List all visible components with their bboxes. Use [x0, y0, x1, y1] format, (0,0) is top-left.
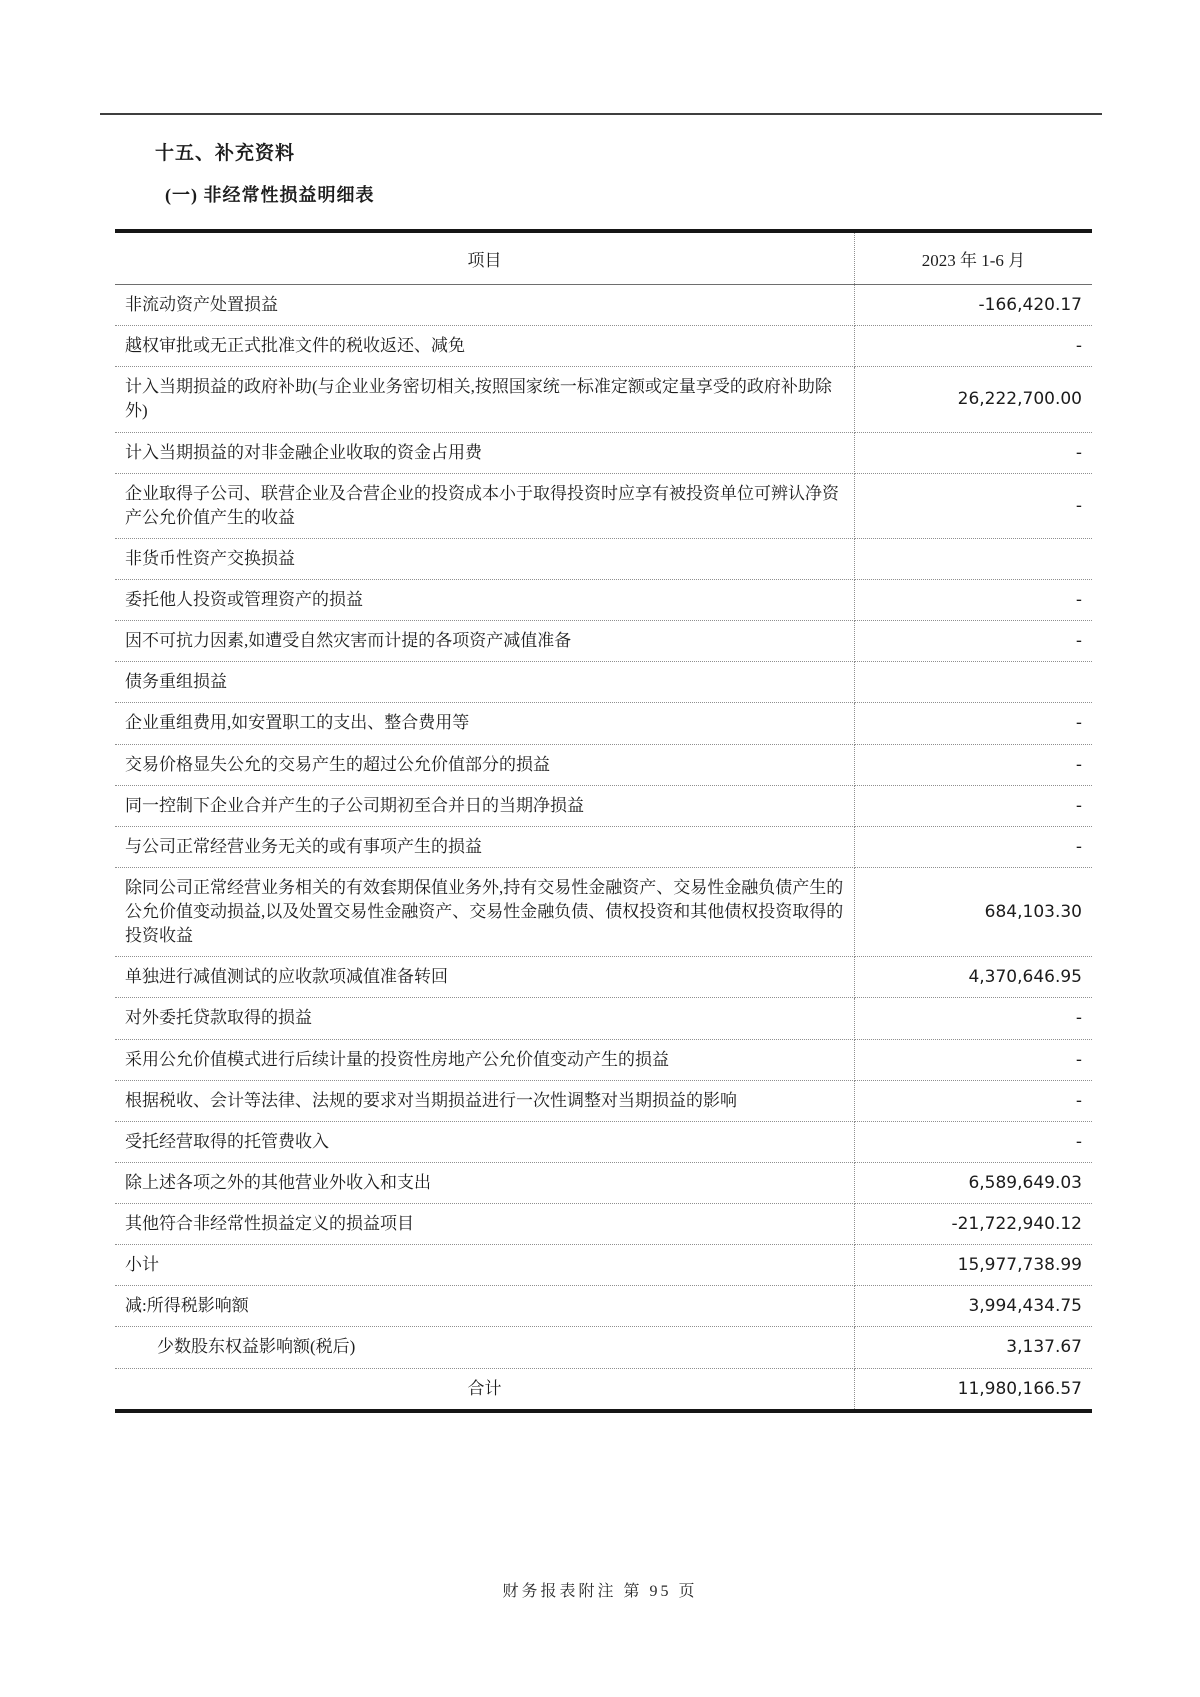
table-row — [115, 285, 1092, 326]
row-value: - — [854, 1080, 1092, 1121]
row-item-label: 合计 — [115, 1368, 854, 1411]
row-value — [854, 538, 1092, 579]
table-row — [115, 1080, 1092, 1121]
row-value: 11,980,166.57 — [957, 1378, 1082, 1399]
row-item-label: 企业取得子公司、联营企业及合营企业的投资成本小于取得投资时应享有被投资单位可辨认净资产公允价值产生的收益 — [115, 473, 854, 538]
table-title: (一) 非经常性损益明细表 — [165, 185, 375, 205]
row-value: - — [854, 432, 1092, 473]
row-item-label: 非货币性资产交换损益 — [115, 538, 854, 579]
table-row — [115, 662, 1092, 703]
row-item-label: 委托他人投资或管理资产的损益 — [115, 580, 854, 621]
table-row — [115, 432, 1092, 473]
table-row — [115, 367, 1092, 432]
table-row — [115, 1368, 1092, 1411]
row-item-label: 减:所得税影响额 — [115, 1286, 854, 1327]
row-item-label: 同一控制下企业合并产生的子公司期初至合并日的当期净损益 — [115, 785, 854, 826]
table-row — [115, 998, 1092, 1039]
row-value: - — [854, 1121, 1092, 1162]
table-row — [115, 826, 1092, 867]
table-row — [115, 1204, 1092, 1245]
header-rule — [100, 113, 1102, 115]
table-row — [115, 1327, 1092, 1368]
column-header-item: 项目 — [115, 231, 854, 285]
row-value: 684,103.30 — [854, 867, 1092, 956]
table-row — [115, 1245, 1092, 1286]
row-value: - — [854, 580, 1092, 621]
table-row — [115, 473, 1092, 538]
row-item-label: 对外委托贷款取得的损益 — [115, 998, 854, 1039]
row-item-label: 计入当期损益的政府补助(与企业业务密切相关,按照国家统一标准定额或定量享受的政府补助除外) — [115, 367, 854, 432]
row-item-label: 交易价格显失公允的交易产生的超过公允价值部分的损益 — [115, 744, 854, 785]
row-value: -166,420.17 — [854, 285, 1092, 326]
row-item-label: 除同公司正常经营业务相关的有效套期保值业务外,持有交易性金融资产、交易性金融负债产生的公允价值变动损益,以及处置交易性金融资产、交易性金融负债、债权投资和其他债权投资取得的投资收益 — [115, 867, 854, 956]
row-item-label: 其他符合非经常性损益定义的损益项目 — [115, 1204, 854, 1245]
row-item-label: 少数股东权益影响额(税后) — [115, 1327, 854, 1368]
table-row — [115, 867, 1092, 956]
row-item-label: 债务重组损益 — [115, 662, 854, 703]
table-row — [115, 1162, 1092, 1203]
row-item-label: 计入当期损益的对非金融企业收取的资金占用费 — [115, 432, 854, 473]
row-value: 3,137.67 — [854, 1327, 1092, 1368]
row-value: 4,370,646.95 — [854, 957, 1092, 998]
row-value: 26,222,700.00 — [854, 367, 1092, 432]
row-value: - — [854, 1039, 1092, 1080]
row-item-label: 与公司正常经营业务无关的或有事项产生的损益 — [115, 826, 854, 867]
row-item-label: 除上述各项之外的其他营业外收入和支出 — [115, 1162, 854, 1203]
row-value: -21,722,940.12 — [854, 1204, 1092, 1245]
row-value — [854, 662, 1092, 703]
table-header-row — [115, 231, 1092, 285]
table-row — [115, 744, 1092, 785]
row-item-label: 小计 — [115, 1245, 854, 1286]
row-value: - — [854, 785, 1092, 826]
row-value: - — [854, 621, 1092, 662]
table-row — [115, 621, 1092, 662]
table-row — [115, 538, 1092, 579]
table-row — [115, 957, 1092, 998]
row-value: - — [854, 744, 1092, 785]
row-item-label: 企业重组费用,如安置职工的支出、整合费用等 — [115, 703, 854, 744]
row-item-label: 单独进行减值测试的应收款项减值准备转回 — [115, 957, 854, 998]
row-value: 15,977,738.99 — [854, 1245, 1092, 1286]
table-row — [115, 703, 1092, 744]
row-value: - — [854, 998, 1092, 1039]
table-row — [115, 1286, 1092, 1327]
row-item-label: 因不可抗力因素,如遭受自然灾害而计提的各项资产减值准备 — [115, 621, 854, 662]
table-row — [115, 1039, 1092, 1080]
section-title: 十五、补充资料 — [155, 143, 296, 164]
row-item-label: 根据税收、会计等法律、法规的要求对当期损益进行一次性调整对当期损益的影响 — [115, 1080, 854, 1121]
row-item-label: 非流动资产处置损益 — [115, 285, 854, 326]
table-row — [115, 785, 1092, 826]
row-value: - — [854, 826, 1092, 867]
table-row — [115, 1121, 1092, 1162]
row-value: 6,589,649.03 — [854, 1162, 1092, 1203]
column-header-period: 2023 年 1-6 月 — [854, 231, 1092, 285]
table-row — [115, 580, 1092, 621]
row-value: 3,994,434.75 — [854, 1286, 1092, 1327]
row-value: - — [854, 703, 1092, 744]
table-row — [115, 326, 1092, 367]
row-item-label: 越权审批或无正式批准文件的税收返还、减免 — [115, 326, 854, 367]
page-footer: 财务报表附注 第 95 页 — [502, 1583, 698, 1600]
non-recurring-items-table — [115, 229, 1092, 1413]
row-item-label: 受托经营取得的托管费收入 — [115, 1121, 854, 1162]
row-value: - — [854, 326, 1092, 367]
table-body — [115, 285, 1092, 1411]
row-value: - — [854, 473, 1092, 538]
row-item-label: 采用公允价值模式进行后续计量的投资性房地产公允价值变动产生的损益 — [115, 1039, 854, 1080]
